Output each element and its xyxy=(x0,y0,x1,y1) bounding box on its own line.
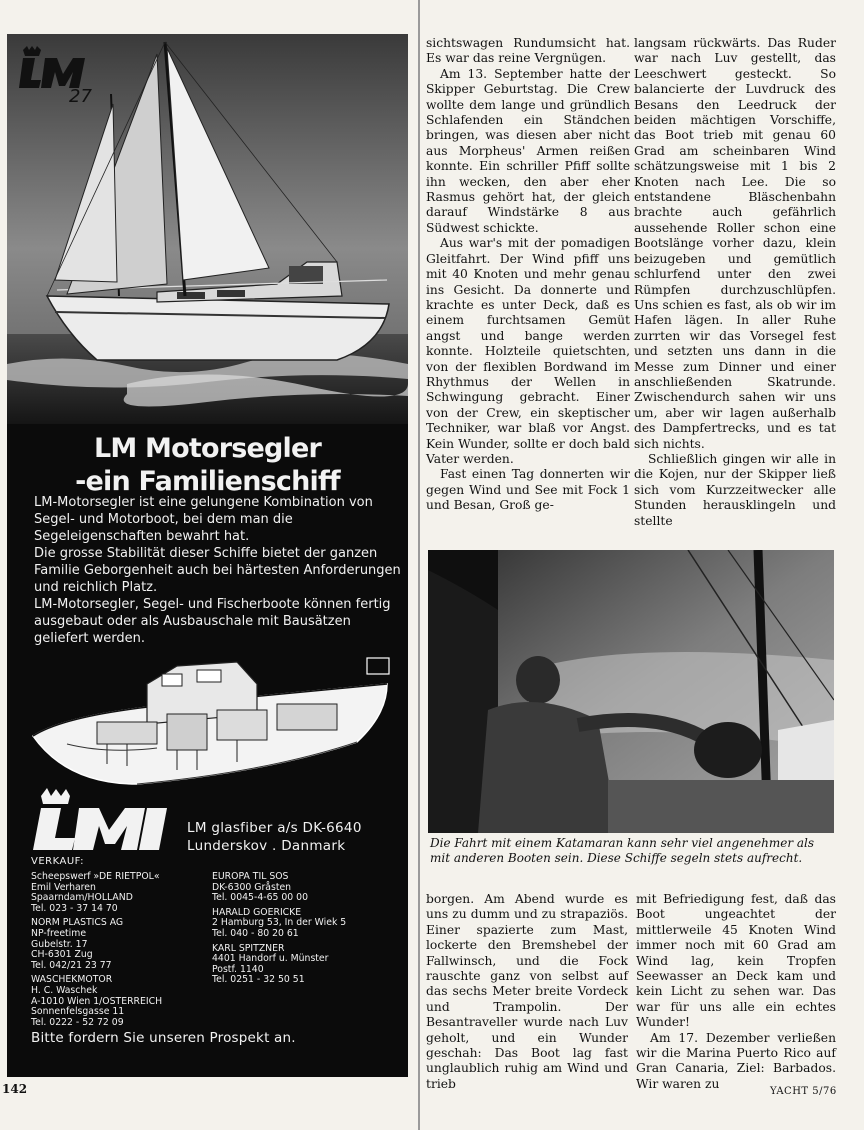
article-paragraph: Schließlich gingen wir alle in die Kojen, nur der Skipper ließ sich vom Kurzzeitwecker alle Stunden herausklingeln und stellte xyxy=(634,451,836,528)
article-column-1 xyxy=(426,36,630,514)
photo-caption: Die Fahrt mit einem Katamaran kann sehr viel angenehmer als mit anderen Booten sein. Diese Schiffe segeln stets aufrecht. xyxy=(430,836,815,865)
ad-headline-line1: LM Motorsegler xyxy=(93,433,322,464)
dealer-entry: EUROPA TIL SOS DK-6300 Gråsten Tel. 0045-4-65 00 00 xyxy=(212,871,308,904)
magazine-issue-label: YACHT 5/76 xyxy=(770,1086,837,1097)
article-column-4 xyxy=(636,892,836,1092)
page-gutter xyxy=(418,0,420,1130)
sales-label: VERKAUF: xyxy=(31,856,84,867)
article-column-2 xyxy=(634,36,836,529)
ad-body-text: LM-Motorsegler ist eine gelungene Kombination von Segel- und Motorboot, bei dem man die Segeleigenschaften bewahrt hat. Die grosse Stabilität dieser Schiffe bietet der ganzen Familie Geborgenheit auch bei härtesten Anforderungen und reichlich Platz. LM-Motorsegler, Segel- und Fischerboote können fertig ausgebaut oder als Ausbauschale mit Bausätzen geliefert werden. xyxy=(34,495,401,646)
page-number: 142 xyxy=(2,1082,28,1096)
article-paragraph: Am 13. September hatte der Skipper Geburtstag. Die Crew wollte dem lange und gründlich Schlafenden ein Ständchen bringen, was diesen aber nicht aus Morpheus' Armen reißen konnte. Ein schriller Pfiff sollte ihn wecken, den aber eher Rasmus gehört hat, der gleich darauf Windstärke 8 aus Südwest schickte. xyxy=(426,66,630,235)
dealer-list-right xyxy=(212,872,402,990)
ad-headline-line2: -ein Familienschiff xyxy=(75,466,340,497)
dealer-entry: KARL SPITZNER 4401 Handorf u. Münster Postf. 1140 Tel. 0251 - 32 50 51 xyxy=(212,942,329,986)
lm-27-badge xyxy=(19,46,109,106)
catamaran-deck-photo xyxy=(428,550,834,833)
article-paragraph: Aus war's mit der pomadigen Gleitfahrt. Der Wind pfiff uns mit 40 Knoten und mehr genau ins Gesicht. Da donnerte und krachte es unter Deck, daß es einem furchtsamen Gemüt angst und bange werden konnte. Holzteile quietschten, von der flexiblen Bordwand im Rhythmus der Wellen in Schwingung gebracht. Einer von der Crew, ein skeptischer Techniker, war blaß vor Angst. Kein Wunder, sollte er doch bald Vater werden. xyxy=(426,236,630,466)
article-paragraph: mit Befriedigung fest, daß das Boot ungeachtet der mittlerweile 45 Knoten Wind immer noch mit 60 Grad am Wind lag, kein Tropfen Seewasser an Deck kam und kein Licht zu sehen war. Das war für uns alle ein echtes Wunder! xyxy=(636,892,836,1030)
article-paragraph: sichtswagen Rundumsicht hat. Es war das reine Vergnügen. xyxy=(426,36,630,66)
boat-cutaway-drawing xyxy=(27,644,397,799)
article-paragraph: Am 17. Dezember verließen wir die Marina Puerto Rico auf Gran Canaria, Ziel: Barbados. Wir waren zu xyxy=(636,1030,836,1091)
article-paragraph: langsam rückwärts. Das Ruder war nach Luv gestellt, das Leeschwert gesteckt. So balancierte der Luvdruck des Besans den Leedruck der beiden mächtigen Vorschiffe, das Boot trieb mit genau 60 Grad am scheinbaren Wind schätzungsweise mit 1 bis 2 Knoten nach Lee. Die so entstandene Bläschenbahn brachte auch gefährlich aussehende Roller schon eine Bootslänge vorher dazu, klein beizugeben und gemütlich schlurfend unter den zwei Rümpfen durchzuschlüpfen. Uns schien es fast, als ob wir im Hafen lägen. In aller Ruhe zurrten wir das Vorsegel fest und setzten uns dann in die Messe zum Dinner und einer anschließenden Skatrunde. Zwischendurch sahen wir uns um, aber wir lagen außerhalb des Dampfertrecks, und es tat sich nichts. xyxy=(634,36,836,451)
article-paragraph: borgen. Am Abend wurde es uns zu dumm und zu strapaziös. Einer spazierte zum Mast, lockerte den Bremshebel der Fallwinsch, und die Fock rauschte ganz von selbst auf das sechs Meter breite Vordeck und Trampolin. Der Besantraveller wurde nach Luv geholt, und ein Wunder geschah: Das Boot lag fast unglaublich ruhig am Wind und trieb xyxy=(426,892,628,1091)
dealer-entry: Scheepswerf »DE RIETPOL« Emil Verharen Spaarndam/HOLLAND Tel. 023 - 37 14 70 xyxy=(31,871,160,914)
lm-advertisement xyxy=(7,34,408,1077)
brochure-call-to-action: Bitte fordern Sie unseren Prospekt an. xyxy=(31,1030,296,1046)
dealer-entry: WASCHEKMOTOR H. C. Waschek A-1010 Wien 1/OSTERREICH Sonnenfelsgasse 11 Tel. 0222 - 52 72 09 xyxy=(31,974,163,1028)
ad-headline xyxy=(7,432,408,498)
article-paragraph: Fast einen Tag donnerten wir gegen Wind und See mit Fock 1 und Besan, Groß ge- xyxy=(426,467,630,513)
article-column-3 xyxy=(426,892,628,1092)
svg-text:27: 27 xyxy=(69,86,92,106)
lm-logo xyxy=(33,788,183,852)
dealer-entry: NORM PLASTICS AG NP-freetime Gubelstr. 17 CH-6301 Zug Tel. 042/21 23 77 xyxy=(31,917,124,971)
dealer-list-left xyxy=(31,872,211,1032)
manufacturer-address: LM glasfiber a/s DK-6640 Lunderskov . Danmark xyxy=(187,820,362,854)
dealer-entry: HARALD GOERICKE 2 Hamburg 53, In der Wiek 5 Tel. 040 - 80 20 61 xyxy=(212,906,347,939)
